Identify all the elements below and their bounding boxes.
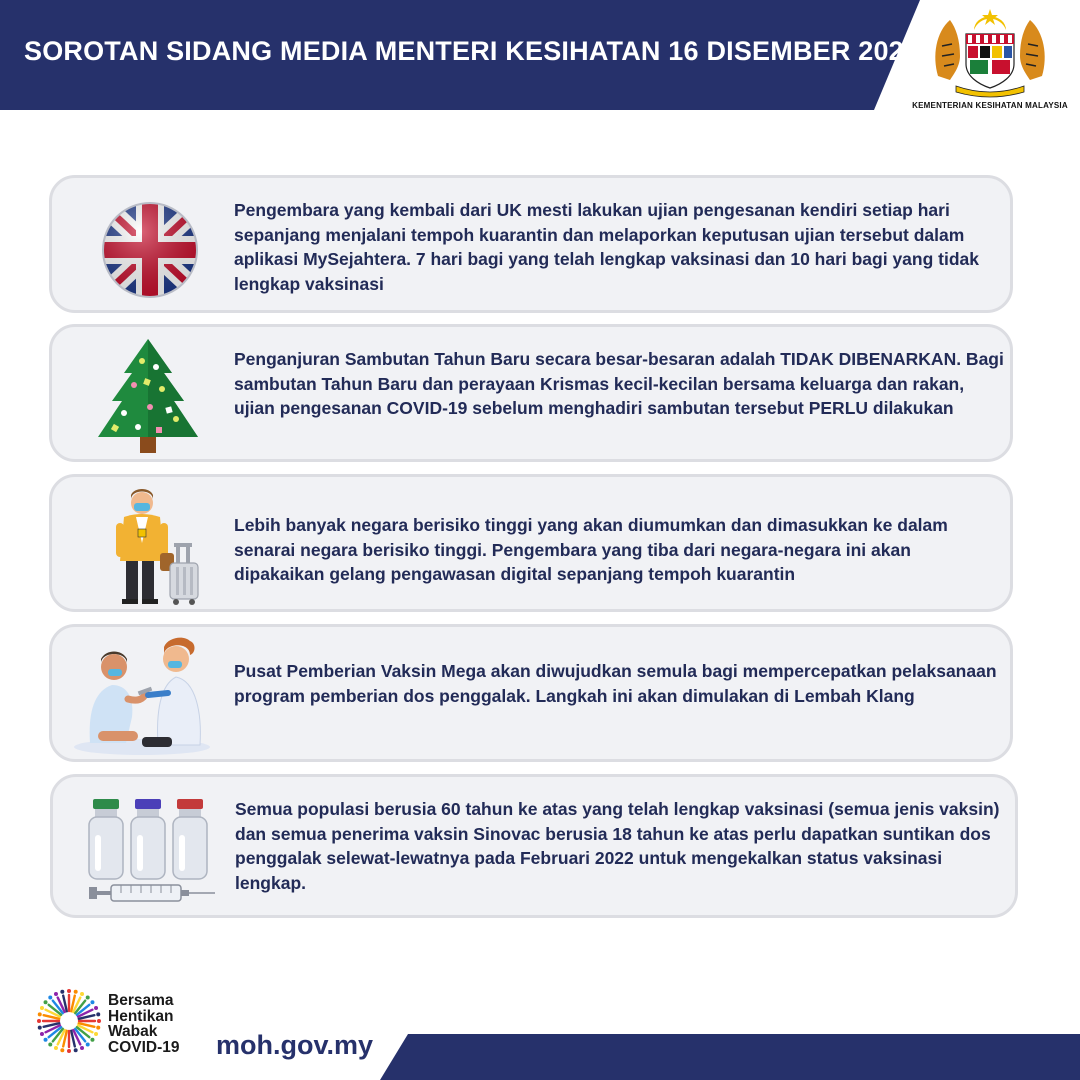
website-link[interactable]: moh.gov.my	[216, 1030, 374, 1060]
footer-band	[380, 1034, 1080, 1080]
campaign-line-1: Bersama	[108, 992, 174, 1009]
card-text: Penganjuran Sambutan Tahun Baru secara besar-besaran adalah TIDAK DIBENARKAN. Bagi sambutan Tahun Baru dan perayaan Krismas kecil-kecilan bersama keluarga dan rakan, ujian pengesanan COVID-19 sebelum menghadiri sambutan tersebut PERLU dilakukan	[234, 349, 1004, 418]
card-text: Semua populasi berusia 60 tahun ke atas yang telah lengkap vaksinasi (semua jenis vaksin) dan semua penerima vaksin Sinovac berusia 18 tahun ke atas perlu dapatkan suntikan dos penggalak selewat-lewatnya pada Februari 2022 untuk mengekalkan status vaksinasi lengkap.	[235, 799, 1000, 893]
coat-of-arms-icon	[930, 6, 1050, 98]
page-title: SOROTAN SIDANG MEDIA MENTERI KESIHATAN 16 DISEMBER 2021	[24, 36, 920, 66]
traveler-with-luggage-icon	[72, 483, 222, 607]
card-text: Lebih banyak negara berisiko tinggi yang akan diumumkan dan dimasukkan ke dalam senarai negara berisiko tinggi. Pengembara yang tiba dari negara-negara ini akan dipakaikan gelang pengawasan digital sepanjang tempoh kuarantin	[234, 515, 948, 584]
campaign-line-2: Hentikan	[108, 1007, 174, 1025]
info-card-high-risk-countries	[49, 474, 1013, 612]
christmas-tree-icon	[72, 333, 222, 457]
info-card-uk-travellers	[49, 175, 1013, 313]
info-card-mega-vaccination	[49, 624, 1013, 762]
ministry-name: KEMENTERIAN KESIHATAN MALAYSIA	[912, 101, 1068, 110]
campaign-logo-icon	[36, 988, 102, 1054]
card-text: Pusat Pemberian Vaksin Mega akan diwujudkan semula bagi mempercepatkan pelaksanaan program pemberian dos penggalak. Langkah ini akan dimulakan di Lembah Klang	[234, 661, 997, 706]
campaign-line-3: Wabak	[108, 1023, 158, 1040]
vaccination-icon	[72, 633, 222, 757]
info-card-new-year-celebration	[49, 324, 1013, 462]
uk-flag-icon	[72, 184, 222, 308]
vaccine-vials-icon	[73, 783, 223, 907]
card-text: Pengembara yang kembali dari UK mesti lakukan ujian pengesanan kendiri setiap hari sepanjang menjalani tempoh kuarantin dan melaporkan keputusan ujian tersebut dalam aplikasi MySejahtera. 7 hari bagi yang telah lengkap vaksinasi dan 10 hari bagi yang tidak lengkap vaksinasi	[234, 200, 980, 294]
campaign-line-4: COVID-19	[108, 1038, 180, 1056]
campaign-slogan	[108, 993, 180, 1055]
info-card-booster-dose	[50, 774, 1018, 918]
